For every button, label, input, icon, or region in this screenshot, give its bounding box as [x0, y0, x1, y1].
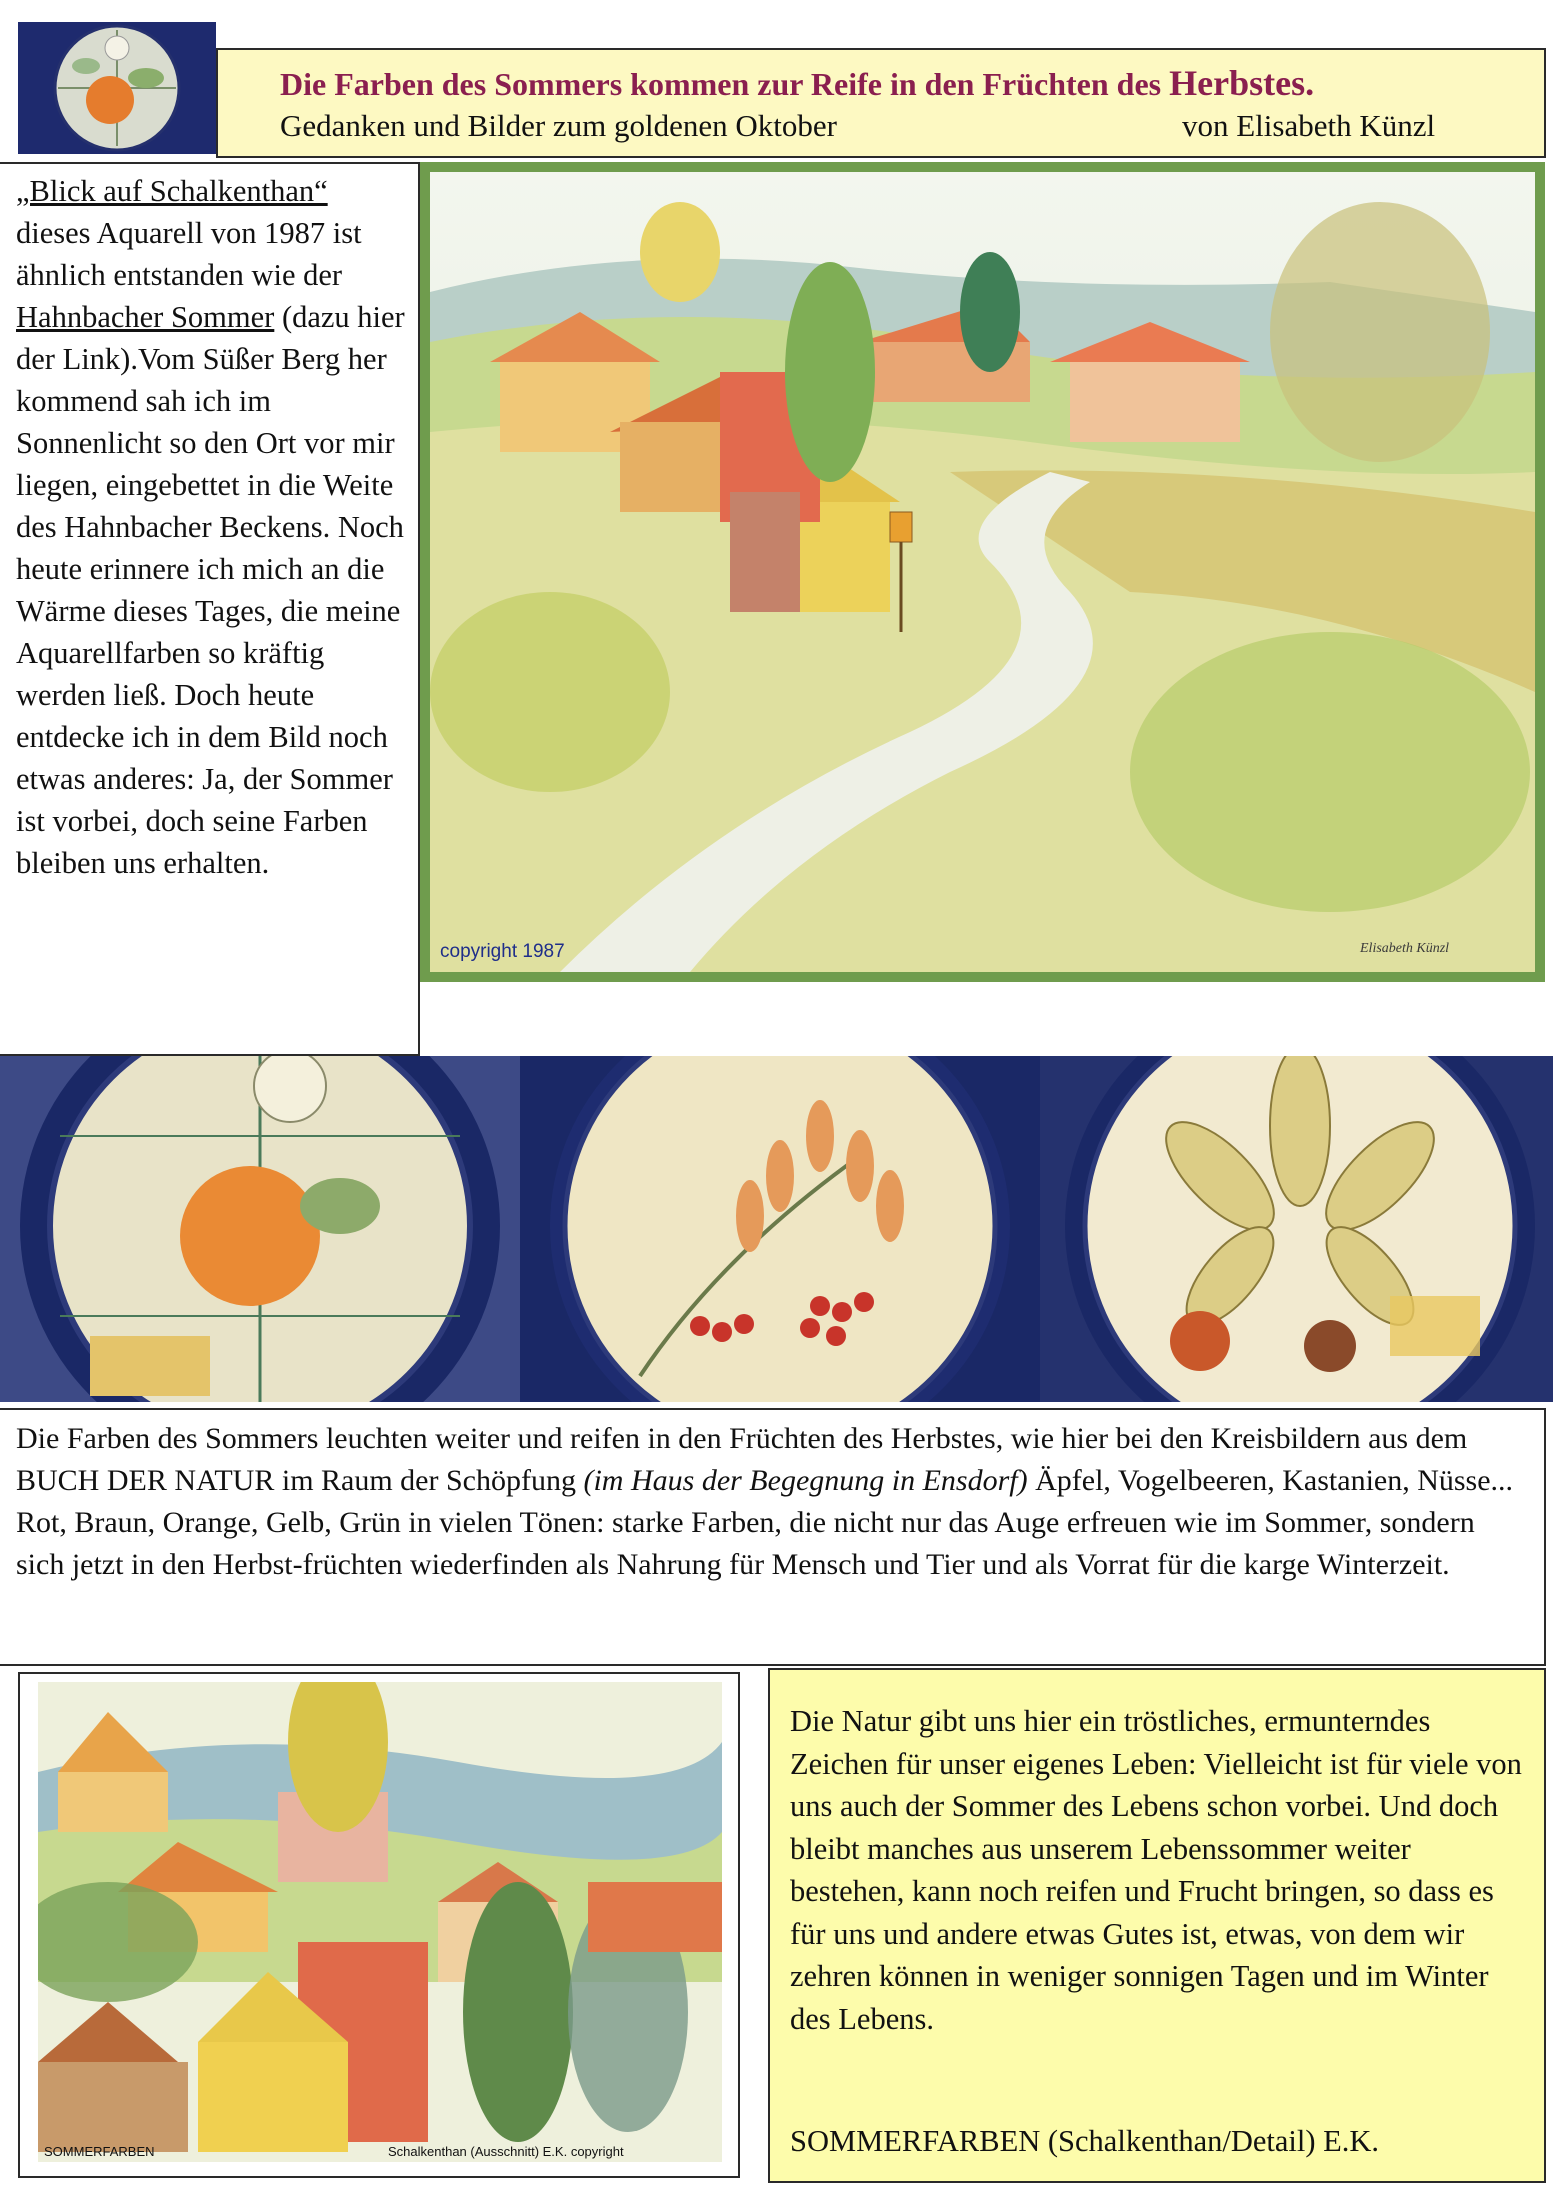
- closing-paragraph: Die Natur gibt uns hier ein tröstliches, ermunterndes Zeichen für unser eigenes Leben: Vielleicht ist für viele von uns auch der Sommer des Lebens schon vorbei. Und doch bleibt manches aus unserem Lebenssommer weiter bestehen, kann noch reifen und Frucht bringen, so dass es für uns und andere etwas Gutes ist, etwas, von dem wir zehren können in weniger sonnigen Tagen und im Winter des Lebens.: [790, 1704, 1522, 2036]
- page-title: [280, 62, 1500, 104]
- title-main: Die Farben des Sommers kommen zur Reife in den Früchten des: [280, 66, 1170, 102]
- middle-text-a: Die Farben des Sommers leuchten weiter und reifen in den Früchten des Herbstes, wie hier bei den Kreisbildern aus dem BUCH DER NATUR im Raum der Schöpfung: [16, 1422, 1468, 1497]
- header-logo-plate: [18, 22, 216, 154]
- chestnut-plate: [1040, 1056, 1553, 1402]
- painting-sommerfarben: [38, 1682, 722, 2162]
- link-hahnbacher-sommer[interactable]: Hahnbacher Sommer: [16, 300, 275, 334]
- title-emphasis: Herbstes.: [1169, 63, 1315, 103]
- middle-paragraph: [16, 1418, 1516, 1586]
- watercolor-detail-image: [38, 1682, 722, 2162]
- closing-signature: SOMMERFARBEN (Schalkenthan/Detail) E.K.: [790, 2124, 1380, 2158]
- intro-paragraph: [16, 170, 408, 884]
- watercolor-landscape-image: [430, 172, 1535, 972]
- page-subtitle: Gedanken und Bilder zum goldenen Oktober: [280, 108, 837, 143]
- bottom-caption-right: Schalkenthan (Ausschnitt) E.K. copyright: [388, 2144, 624, 2159]
- intro-text-b: (dazu hier der Link).Vom Süßer Berg her kommend sah ich im Sonnenlicht so den Ort vor mir liegen, eingebettet in die Weite des Hahnbacher Beckens. Noch heute erinnere ich mich an die Wärme dieses Tages, die meine Aquarellfarben so kräftig werden ließ. Doch heute entdecke ich in dem Bild noch etwas anderes: Ja, der Sommer ist vorbei, doch seine Farben bleiben uns erhalten.: [16, 300, 405, 880]
- apple-plate-icon: [18, 22, 216, 154]
- painting-signature: Elisabeth Künzl: [1360, 941, 1450, 956]
- rowan-plate: [520, 1056, 1040, 1402]
- middle-text-italic: (im Haus der Begegnung in Ensdorf): [583, 1464, 1028, 1497]
- link-blick-auf-schalkenthan[interactable]: „Blick auf Schalkenthan“: [16, 174, 328, 208]
- middle-text-b: Äpfel, Vogelbeeren, Kastanien, Nüsse... Rot, Braun, Orange, Gelb, Grün in vielen Tönen: starke Farben, die nicht nur das Auge erfreuen wie im Sommer, sondern sich jetzt in den Herbst-früchten wiederfinden als Nahrung für Mensch und Tier und als Vorrat für die karge Winterzeit.: [16, 1464, 1514, 1581]
- apple-plate: [20, 1056, 500, 1402]
- bottom-caption-left: SOMMERFARBEN: [44, 2144, 155, 2159]
- intro-text-a: dieses Aquarell von 1987 ist ähnlich entstanden wie der: [16, 216, 362, 292]
- circular-plates-image: [0, 1056, 1553, 1402]
- painting-copyright-caption: copyright 1987: [440, 941, 565, 962]
- page-author: von Elisabeth Künzl: [1182, 108, 1436, 143]
- painting-blick-auf-schalkenthan: [420, 162, 1545, 982]
- nature-book-plates: [0, 1056, 1553, 1402]
